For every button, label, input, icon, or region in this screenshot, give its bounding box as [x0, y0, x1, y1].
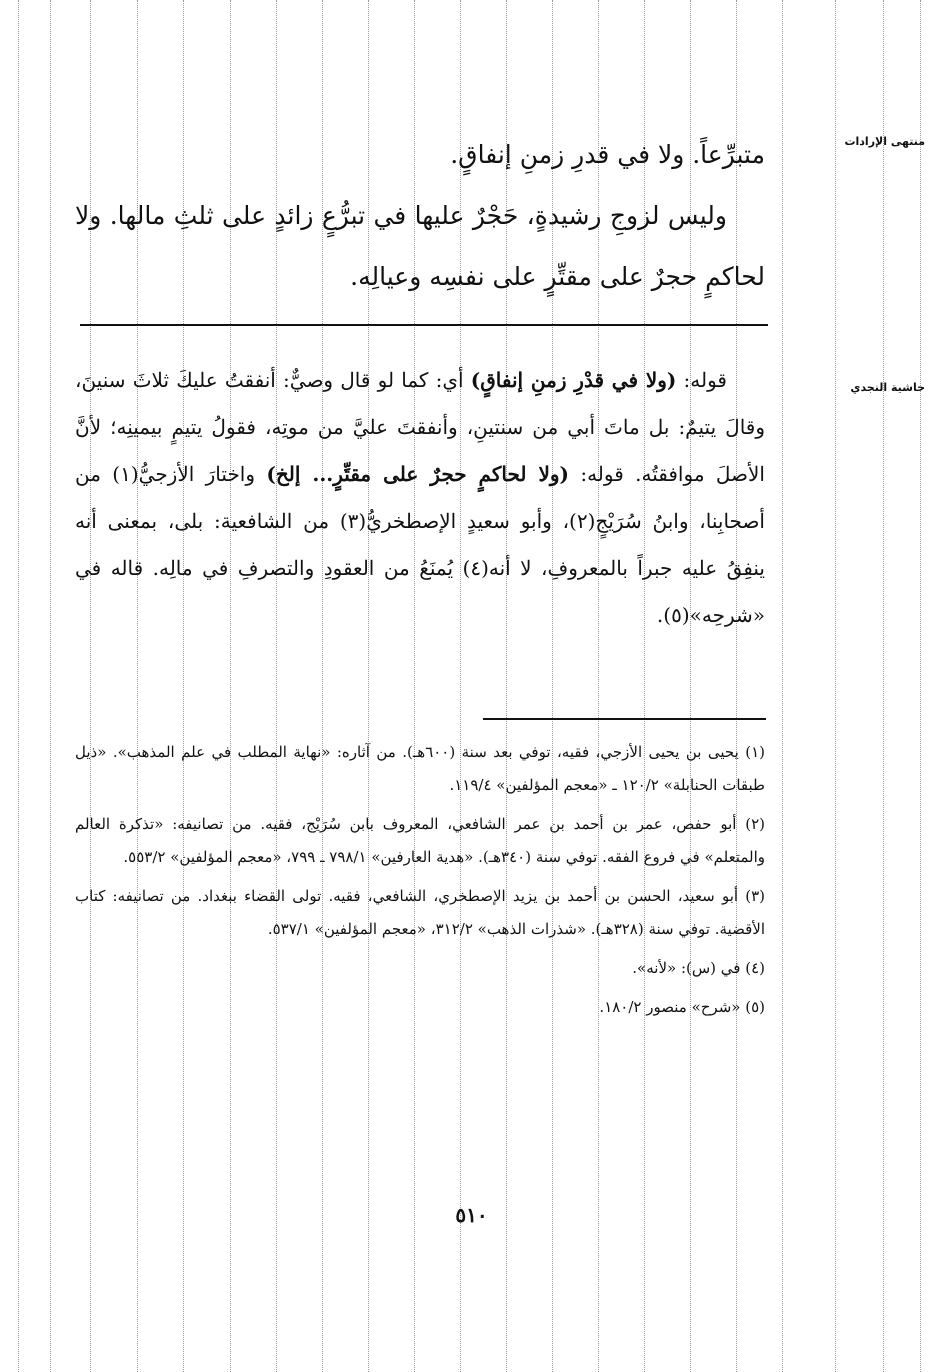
footnote: (٥) «شرح» منصور ١٨٠/٢. — [599, 998, 765, 1016]
sharh-paragraph — [75, 357, 765, 639]
side-label-matn: منتهى الإرادات — [844, 135, 925, 148]
sharh-text-run: واختارَ الأزجيُّ(١) من أصحابِنا، وابنُ سُرَيْجٍ(٢)، وأبو سعيدٍ الإصطخريُّ(٣) من الشافعية: بلى، بمعنى أنه ينفِقُ عليه جبراً بالمعروفِ، لا أنه(٤) يُمنَعُ من العقودِ والتصرفِ في مالِه. قاله في «شرحِه»(٥). — [75, 462, 765, 627]
sharh-quote: (ولا لحاكمٍ حجرٌ على مقتِّرٍ... إلخ) — [266, 462, 569, 486]
scan-guide-line — [50, 0, 51, 1372]
scan-guide-line — [782, 0, 783, 1372]
sharh-text-run: قوله: — [676, 368, 727, 392]
matn-line: متبرِّعاً. ولا في قدرِ زمنِ إنفاقٍ. — [450, 140, 765, 169]
side-label-sharh: حاشية النجدي — [850, 381, 925, 394]
footnote: (٢) أبو حفص، عمر بن أحمد بن عمر الشافعي، المعروف بابن سُرَيْج، فقيه. من تصانيفه: «تذكرة العالم والمتعلم» في فروع الفقه. توفي سنة (٣٤٠هـ). «هدية العارفين» ٧٩٨/١ ـ ٧٩٩، «معجم المؤلفين» ٥٥٣/٢. — [75, 815, 765, 866]
section-divider — [80, 324, 768, 326]
sharh-quote: (ولا في قدْرِ زمنِ إنفاقٍ) — [470, 368, 677, 392]
sharh-text — [75, 357, 765, 639]
scan-guide-line — [18, 0, 19, 1372]
sharh-text-run: أي: كما لو قال وصيٌّ: أنفقتُ عليكَ ثلاثَ سنينَ، وقالَ يتيمٌ: بل ماتَ أبي من سنتينِ، وأنفقتَ عليَّ من موتِه، فقولُ يتيمٍ بيمينِه؛ لأنَّ الأصلَ موافقتُه. قوله: — [75, 368, 766, 486]
footnote: (٣) أبو سعيد، الحسن بن أحمد بن يزيد الإصطخري، الشافعي، فقيه. تولى القضاء ببغداد. من تصانيفه: كتاب الأقضية. توفي سنة (٣٢٨هـ). «شذرات الذهب» ٣١٢/٢، «معجم المؤلفين» ٥٣٧/١. — [75, 887, 765, 938]
footnote: (٤) في (س): «لأنه». — [632, 959, 765, 977]
scan-guide-line — [920, 0, 921, 1372]
matn-text — [75, 124, 765, 307]
footnote-divider — [483, 718, 766, 720]
page-number: ٥١٠ — [455, 1203, 488, 1227]
footnote: (١) يحيى بن يحيى الأزجي، فقيه، توفي بعد سنة (٦٠٠هـ). من آثاره: «نهاية المطلب في علم المذهب». «ذيل طبقات الحنابلة» ١٢٠/٢ ـ «معجم المؤلفين» ١١٩/٤. — [75, 743, 765, 794]
scan-guide-line — [835, 0, 836, 1372]
matn-paragraph: وليس لزوجِ رشيدةٍ، حَجْرٌ عليها في تبرُّعٍ زائدٍ على ثلثِ مالها. ولا لحاكمٍ حجرٌ على مقتِّرٍ على نفسِه وعيالِه. — [75, 201, 765, 291]
scan-guide-line — [883, 0, 884, 1372]
footnotes — [75, 736, 765, 1030]
